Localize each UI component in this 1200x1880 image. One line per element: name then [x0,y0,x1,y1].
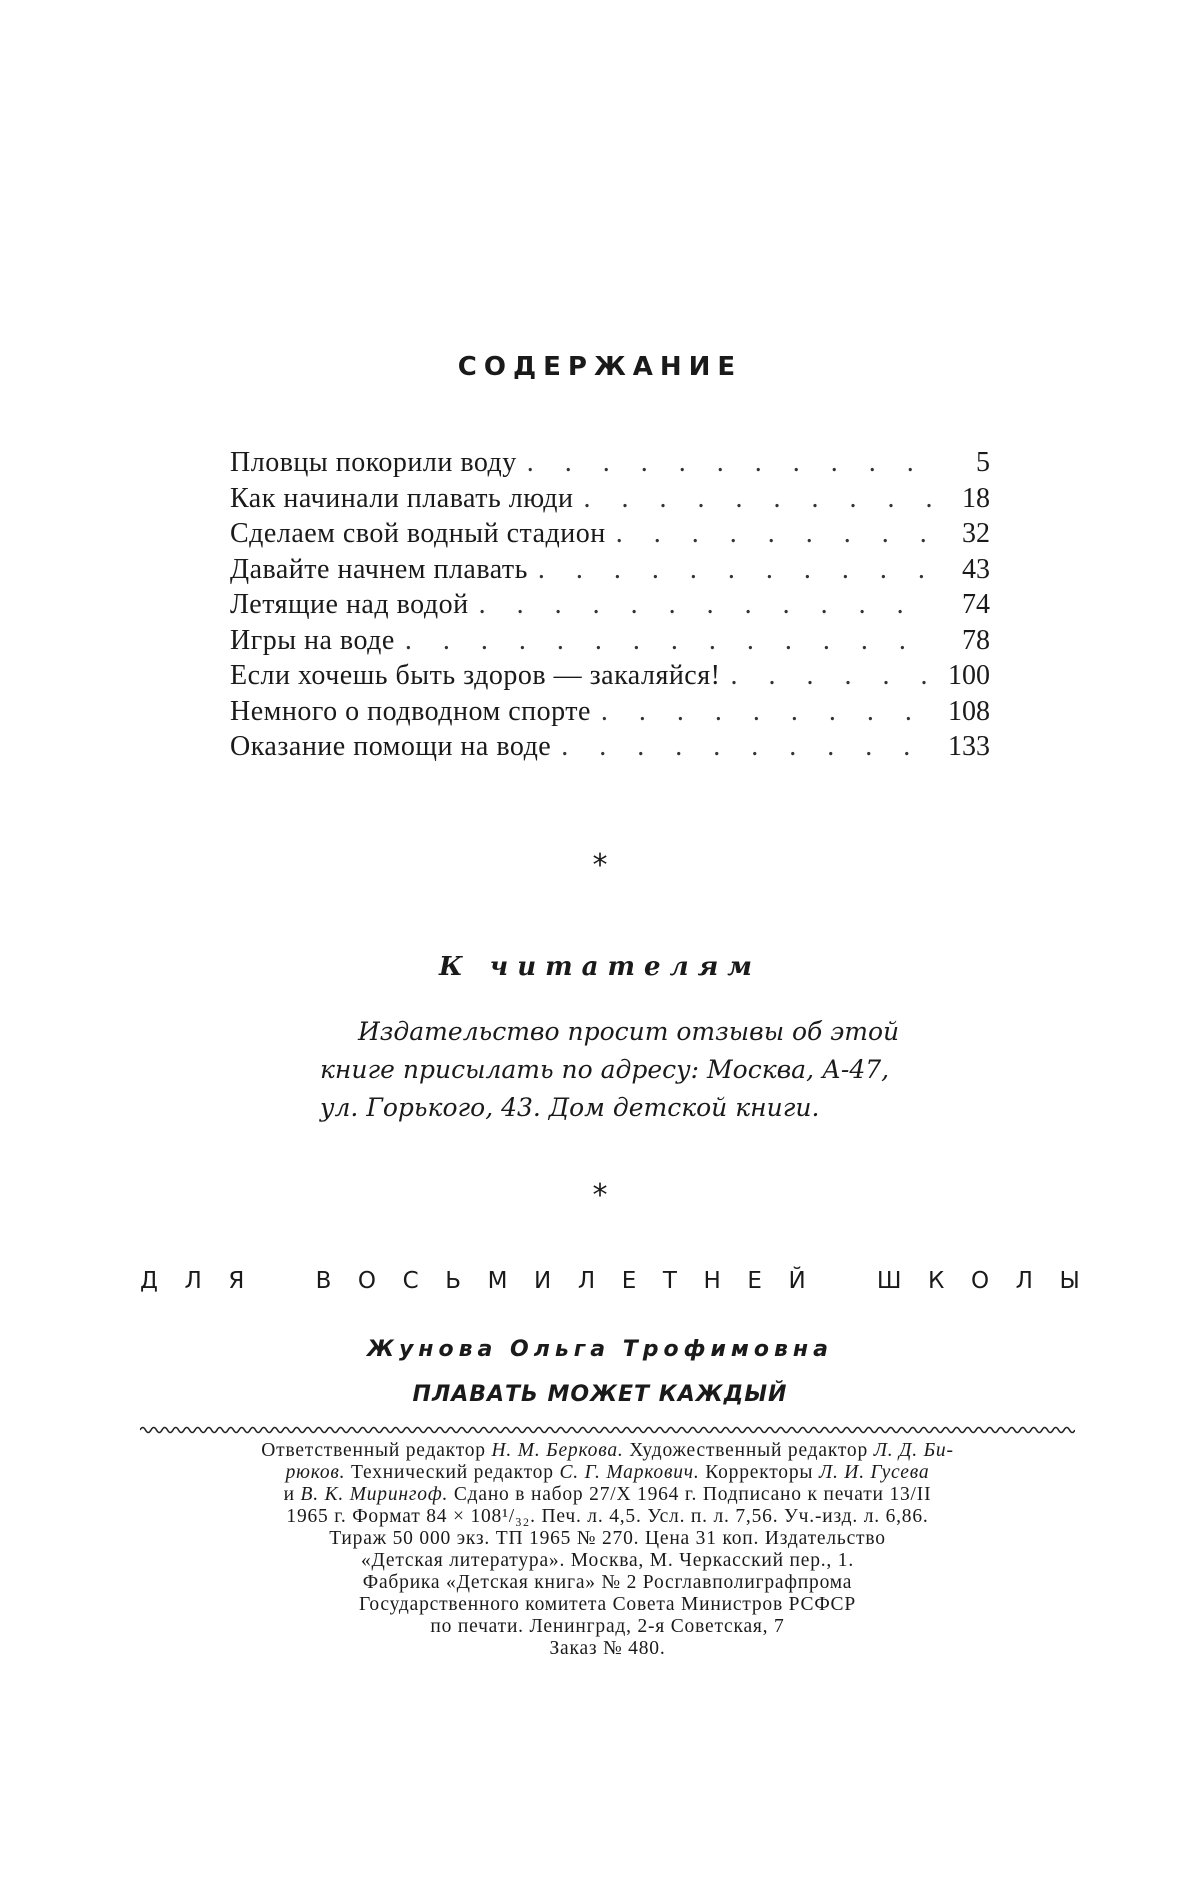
asterisk-separator: * [592,1178,608,1213]
readers-notice-line: Издательство просит отзывы об этой [358,1017,900,1046]
toc-entry-page: 100 [948,660,990,691]
toc-entry [230,623,990,659]
author-name: Жунова Ольга Трофимовна [367,1337,833,1362]
toc-leader-dots [479,587,936,622]
series-letter: О [970,1268,990,1294]
imprint-name: Л. Д. Би- [873,1440,954,1461]
series-letter: Н [703,1268,721,1294]
series-letter: Д [140,1268,158,1294]
toc-entry-label: Если хочешь быть здоров — закаляйся! [230,660,721,691]
imprint-text: Сдано в набор 27/X 1964 г. Подписано к печати 13/II [448,1484,932,1505]
toc-entry [230,552,990,588]
imprint-line: Тираж 50 000 экз. ТП 1965 № 270. Цена 31 коп. Издательство [329,1528,886,1549]
toc-leader-dots [538,552,936,587]
toc-leader-dots [583,481,936,516]
series-letter: Ш [876,1268,902,1294]
series-letter: И [534,1268,552,1294]
toc-entry [230,481,990,517]
toc-leader-dots [616,516,936,551]
series-letter: Ы [1059,1268,1080,1294]
toc-entry-label: Немного о подводном спорте [230,695,591,727]
imprint-name: Л. И. Гусева [818,1462,930,1483]
series-letter: Т [662,1268,677,1294]
imprint-line: Заказ № 480. [549,1638,666,1659]
series-letter: М [487,1268,508,1294]
readers-notice-line: ул. Горького, 43. Дом детской книги. [320,1093,820,1122]
toc-leader-dots [601,694,936,729]
toc-entry-page: 108 [948,695,990,727]
series-letter: О [357,1268,377,1294]
toc-entry-page: 78 [962,624,990,656]
toc-entry-page: 5 [976,447,990,478]
toc-entry [230,587,990,623]
series-name [140,1268,1080,1294]
toc-entry-label: Давайте начнем плавать [230,553,528,585]
book-title: ПЛАВАТЬ МОЖЕТ КАЖДЫЙ [412,1382,788,1407]
toc-entry [230,729,990,765]
imprint-text: Технический редактор [345,1462,560,1483]
imprint-line: 1965 г. Формат 84 × 108¹/₃₂. Печ. л. 4,5. Усл. п. л. 7,56. Уч.-изд. л. 6,86. [286,1506,929,1527]
imprint-line [140,1484,1075,1506]
imprint-line [140,1462,1075,1484]
imprint-name: С. Г. Маркович. [559,1462,700,1483]
imprint-text: Художественный редактор [623,1440,874,1461]
toc-entry-label: Сделаем свой водный стадион [230,518,606,549]
imprint-block [140,1440,1075,1660]
toc-leader-dots [527,445,936,480]
toc-entry-page: 18 [962,482,990,514]
readers-notice-line: книге присылать по адресу: Москва, А-47, [320,1055,890,1084]
imprint-name: В. К. Мирингоф. [300,1484,449,1505]
toc-entry-label: Летящие над водой [230,589,469,620]
toc-leader-dots [561,729,936,764]
series-letter: Е [621,1268,637,1294]
toc-entry [230,694,990,730]
imprint-text: Корректоры [699,1462,819,1483]
series-letter: Ь [445,1268,462,1294]
toc-entry [230,445,990,481]
imprint-name: рюков. [285,1462,346,1483]
toc-entry [230,658,990,694]
series-letter: Я [228,1268,245,1294]
toc-entry-label: Оказание помощи на воде [230,731,552,762]
imprint-line: Фабрика «Детская книга» № 2 Росглавполиграфпрома [362,1572,853,1593]
imprint-line: по печати. Ленинград, 2-я Советская, 7 [430,1616,785,1637]
imprint-text: и [283,1484,301,1505]
toc-leader-dots [730,658,936,693]
imprint-name: Н. М. Беркова. [491,1440,624,1461]
series-letter: Л [577,1268,596,1294]
toc-entry-page: 133 [948,731,990,762]
toc-entry-page: 43 [962,553,990,585]
readers-heading: К читателям [438,952,762,982]
series-letter: С [402,1268,419,1294]
series-letter: Е [747,1268,762,1294]
toc-entry-label: Пловцы покорили воду [230,447,517,478]
toc-entry-label: Как начинали плавать люди [230,482,574,514]
series-letter: Л [1015,1268,1033,1294]
imprint-text: Ответственный редактор [261,1440,492,1461]
table-of-contents [230,445,990,765]
toc-entry-label: Игры на воде [230,624,395,656]
wavy-rule [140,1422,1075,1438]
series-letter: К [928,1268,945,1294]
imprint-line: Государственного комитета Совета Министров РСФСР [358,1594,856,1615]
readers-notice [320,1013,920,1127]
toc-entry-page: 32 [962,518,990,549]
series-letter: Л [184,1268,202,1294]
asterisk-separator: * [592,848,608,883]
toc-leader-dots [405,623,936,658]
toc-title: СОДЕРЖАНИЕ [457,352,743,382]
toc-entry [230,516,990,552]
series-letter: В [315,1268,332,1294]
series-letter: Й [788,1268,806,1294]
imprint-line: «Детская литература». Москва, М. Черкасский пер., 1. [361,1550,854,1571]
toc-entry-page: 74 [962,589,990,620]
imprint-line [140,1440,1075,1462]
